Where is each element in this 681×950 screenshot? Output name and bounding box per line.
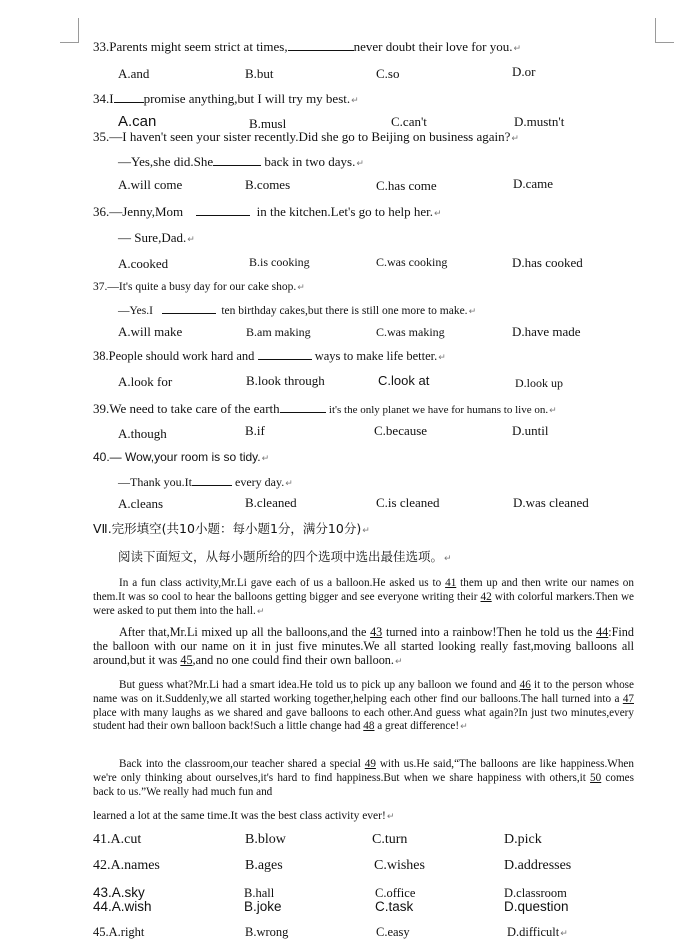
- question-35-stem: 35.—I haven't seen your sister recently.Did she go to Beijing on business again?↵: [93, 129, 519, 144]
- question-36-stem: 36.—Jenny,Mom in the kitchen.Let's go to help her.↵: [93, 204, 442, 219]
- passage-paragraph-2: After that,Mr.Li mixed up all the balloons,and the 43 turned into a rainbow!Then he told us the 44:Find the balloon with our name on it in just five minutes.We all started looking really fast,moving balloons all around,but it was 45,and no one could find their own balloon.↵: [93, 625, 634, 667]
- q37-option-b: B.am making: [246, 325, 311, 339]
- blank-44: 44: [596, 625, 609, 639]
- page-corner-mark-top-left: [60, 18, 79, 43]
- q34-option-d: D.mustn't: [514, 114, 565, 129]
- blank-46: 46: [519, 679, 531, 691]
- q45-option-c: C.easy: [376, 925, 410, 939]
- paragraph-return-icon: ↵: [362, 526, 370, 536]
- q35-option-b: B.comes: [245, 177, 291, 192]
- q40-option-d: D.was cleaned: [513, 495, 589, 510]
- q39-option-c: C.because: [374, 423, 428, 438]
- paragraph-return-icon: ↵: [394, 656, 403, 667]
- question-36-reply: — Sure,Dad.↵: [118, 230, 195, 245]
- q44-option-d: D.question: [504, 899, 569, 914]
- section-heading: VⅡ.完形填空(共10小题：每小题1分，满分10分)↵: [93, 521, 370, 536]
- blank-41: 41: [445, 577, 457, 589]
- q44-option-a: 44.A.wish: [93, 899, 152, 914]
- paragraph-return-icon: ↵: [351, 96, 359, 106]
- q41-option-c: C.turn: [372, 832, 408, 847]
- q38-option-a: A.look for: [118, 374, 173, 389]
- q35-option-c: C.has come: [376, 178, 437, 193]
- q39-option-d: D.until: [512, 423, 549, 438]
- q43-option-a: 43.A.sky: [93, 885, 145, 900]
- q38-option-b: B.look through: [246, 373, 325, 388]
- blank-43: 43: [370, 625, 383, 639]
- paragraph-return-icon: ↵: [444, 554, 452, 564]
- q37-option-c: C.was making: [376, 325, 445, 339]
- q34-option-c: C.can't: [391, 114, 427, 129]
- q45-option-b: B.wrong: [245, 925, 289, 939]
- paragraph-return-icon: ↵: [285, 479, 293, 489]
- paragraph-return-icon: ↵: [386, 812, 395, 822]
- question-40-stem: 40.— Wow,your room is so tidy.↵: [93, 450, 270, 464]
- question-35-reply: —Yes,she did.She back in two days.↵: [118, 154, 364, 169]
- question-39-stem: 39.We need to take care of the earth it's the only planet we have for humans to live on.↵: [93, 401, 557, 416]
- q44-option-c: C.task: [375, 899, 414, 914]
- paragraph-return-icon: ↵: [438, 353, 446, 363]
- q43-option-c: C.office: [375, 886, 416, 900]
- q33-option-d: D.or: [512, 64, 536, 79]
- blank-45: 45: [180, 652, 193, 667]
- passage-paragraph-3: But guess what?Mr.Li had a smart idea.He told us to pick up any balloon we found and 46 it to the person whose name was on it.Suddenly,we all started working together,helping each other find our balloons.The hall turned into a 47 place with many laughs as we shared and gave balloons to each other.And guess what again?In just two minutes,every student had their own balloon back!Such a little change had 48 a great difference!↵: [93, 679, 635, 733]
- passage-paragraph-4-end: learned a lot at the same time.It was the best class activity ever!↵: [93, 810, 395, 822]
- paragraph-return-icon: ↵: [187, 235, 195, 245]
- q38-option-d: D.look up: [515, 376, 563, 390]
- section-instruction: 阅读下面短文，从每小题所给的四个选项中选出最佳选项。↵: [118, 549, 452, 564]
- question-40-reply: —Thank you.It every day.↵: [118, 475, 293, 489]
- q40-option-a: A.cleans: [118, 496, 164, 511]
- question-38-stem: 38.People should work hard and ways to make life better.↵: [93, 349, 446, 363]
- blank-49: 49: [364, 758, 376, 770]
- q42-option-d: D.addresses: [504, 858, 572, 873]
- paragraph-return-icon: ↵: [468, 307, 477, 317]
- q42-option-a: 42.A.names: [93, 858, 160, 873]
- q39-option-a: A.though: [118, 426, 167, 441]
- question-33-stem: 33.Parents might seem strict at times, never doubt their love for you.↵: [93, 39, 521, 54]
- q36-option-d: D.has cooked: [512, 255, 583, 270]
- question-37-stem: 37.—It's quite a busy day for our cake shop.↵: [93, 281, 305, 293]
- q39-option-b: B.if: [245, 423, 265, 438]
- question-37-reply: —Yes.I ten birthday cakes,but there is still one more to make.↵: [118, 301, 476, 320]
- q41-option-d: D.pick: [504, 832, 542, 847]
- q35-option-a: A.will come: [118, 177, 183, 192]
- q33-option-b: B.but: [245, 66, 274, 81]
- q40-option-c: C.is cleaned: [376, 495, 440, 510]
- q37-option-a: A.will make: [118, 324, 183, 339]
- paragraph-return-icon: ↵: [434, 209, 442, 219]
- q45-option-d: D.difficult↵: [507, 925, 568, 939]
- q43-option-d: D.classroom: [504, 886, 567, 900]
- q41-option-a: 41.A.cut: [93, 832, 142, 847]
- q33-option-c: C.so: [376, 66, 400, 81]
- paragraph-return-icon: ↵: [513, 44, 521, 54]
- q34-option-a: A.can: [118, 113, 157, 130]
- passage-paragraph-1: In a fun class activity,Mr.Li gave each of us a balloon.He asked us to 41 them up and then write our names on them.It was so cool to hear the balloons getting bigger and see everyone writing their 42 with colorful markers.Then we were asked to put them into the hall.↵: [93, 577, 634, 617]
- q38-option-c: C.look at: [378, 373, 430, 388]
- blank-48: 48: [363, 720, 375, 733]
- q36-option-b: B.is cooking: [249, 255, 310, 269]
- paragraph-return-icon: ↵: [460, 722, 468, 733]
- paragraph-return-icon: ↵: [256, 606, 265, 617]
- q43-option-b: B.hall: [244, 886, 275, 900]
- q41-option-b: B.blow: [245, 832, 286, 847]
- q35-option-d: D.came: [513, 176, 554, 191]
- q33-option-a: A.and: [118, 66, 150, 81]
- paragraph-return-icon: ↵: [261, 454, 270, 464]
- q37-option-d: D.have made: [512, 324, 581, 339]
- q44-option-b: B.joke: [244, 899, 282, 914]
- paragraph-return-icon: ↵: [560, 929, 568, 939]
- q36-option-c: C.was cooking: [376, 255, 448, 269]
- q42-option-b: B.ages: [245, 858, 283, 873]
- q45-option-a: 45.A.right: [93, 925, 145, 939]
- blank-50: 50: [590, 771, 602, 784]
- paragraph-return-icon: ↵: [356, 159, 364, 169]
- q42-option-c: C.wishes: [374, 858, 425, 873]
- passage-paragraph-4: Back into the classroom,our teacher shared a special 49 with us.He said,“The balloons are like happiness.When we're only thinking about ourselves,it's hard to find happiness.But when we share happiness with others,it 50 comes back to us.”We really had much fun and: [93, 758, 634, 798]
- paragraph-return-icon: ↵: [511, 134, 519, 144]
- paragraph-return-icon: ↵: [297, 283, 305, 293]
- q34-option-b: B.musl: [249, 116, 287, 131]
- page-corner-mark-top-right: [655, 18, 674, 43]
- blank-47: 47: [622, 692, 634, 705]
- blank-42: 42: [480, 590, 492, 603]
- question-34-stem: 34.I promise anything,but I will try my best.↵: [93, 91, 359, 106]
- paragraph-return-icon: ↵: [549, 406, 557, 416]
- q40-option-b: B.cleaned: [245, 495, 297, 510]
- q36-option-a: A.cooked: [118, 256, 169, 271]
